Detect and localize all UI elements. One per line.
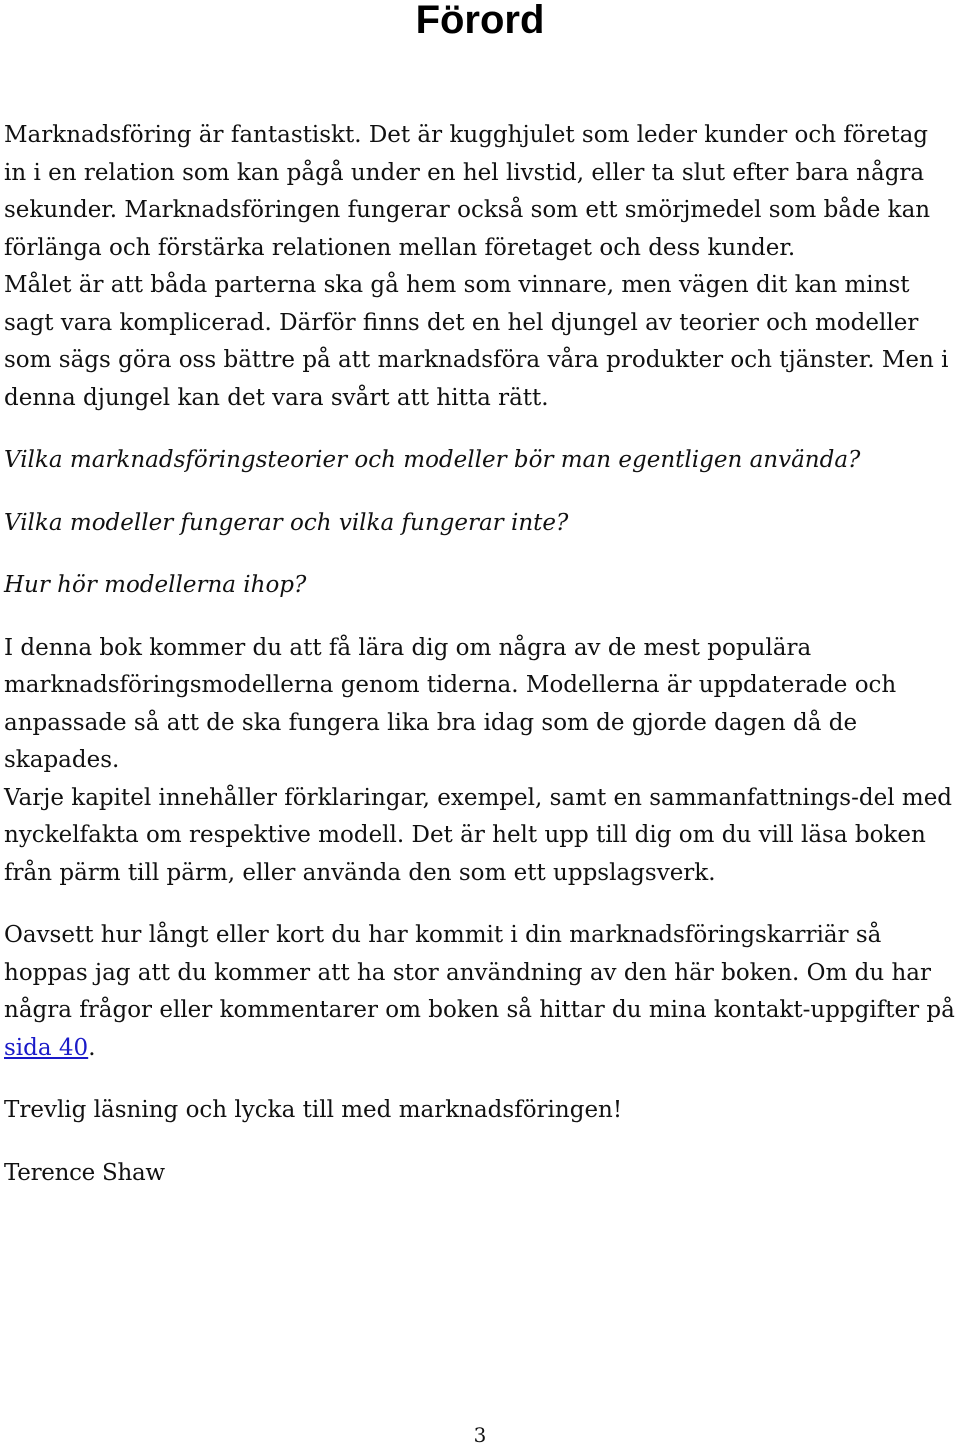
page-link[interactable]: sida 40	[4, 1034, 89, 1061]
paragraph-chapters: Varje kapitel innehåller förklaringar, exempel, samt en sammanfattnings-del med nyckelfakta om respektive modell. Det är helt upp till dig om du vill läsa boken från pärm till pärm, eller använda den som ett uppslagsverk.	[4, 784, 953, 886]
page-number: 3	[473, 1423, 487, 1447]
paragraph-career-text: Oavsett hur långt eller kort du har kommit i din marknadsföringskarriär så hoppas jag att du kommer att ha stor användning av den här boken. Om du har några frågor eller kommentarer om boken så hittar du mina kontakt-uppgifter på	[4, 922, 955, 1023]
author-signature: Terence Shaw	[4, 1159, 165, 1186]
paragraph-closing: Trevlig läsning och lycka till med marknadsföringen!	[4, 1097, 623, 1123]
paragraph-career-end: .	[88, 1034, 96, 1061]
question-3: Hur hör modellerna ihop?	[4, 572, 307, 598]
page-title: Förord	[415, 0, 545, 42]
question-1: Vilka marknadsföringsteorier och modeller bör man egentligen använda?	[4, 447, 861, 473]
paragraph-book: I denna bok kommer du att få lära dig om några av de mest populära marknadsföringsmodellerna genom tiderna. Modellerna är uppdaterade och anpassade så att de ska fungera lika bra idag som de gjorde dagen då de skapades.	[4, 634, 897, 773]
foreword-body	[4, 117, 956, 1192]
paragraph-goal: Målet är att båda parterna ska gå hem som vinnare, men vägen dit kan minst sagt vara komplicerad. Därför finns det en hel djungel av teorier och modeller som sägs göra oss bättre på att marknadsföra våra produkter och tjänster. Men i denna djungel kan det vara svårt att hitta rätt.	[4, 272, 949, 411]
paragraph-intro: Marknadsföring är fantastiskt. Det är kugghjulet som leder kunder och företag in i en relation som kan pågå under en hel livstid, eller ta slut efter bara några sekunder. Marknadsföringen fungerar också som ett smörjmedel som både kan förlänga och förstärka relationen mellan företaget och dess kunder.	[4, 122, 931, 261]
question-2: Vilka modeller fungerar och vilka fungerar inte?	[4, 509, 569, 536]
paragraph-career	[4, 917, 956, 1067]
